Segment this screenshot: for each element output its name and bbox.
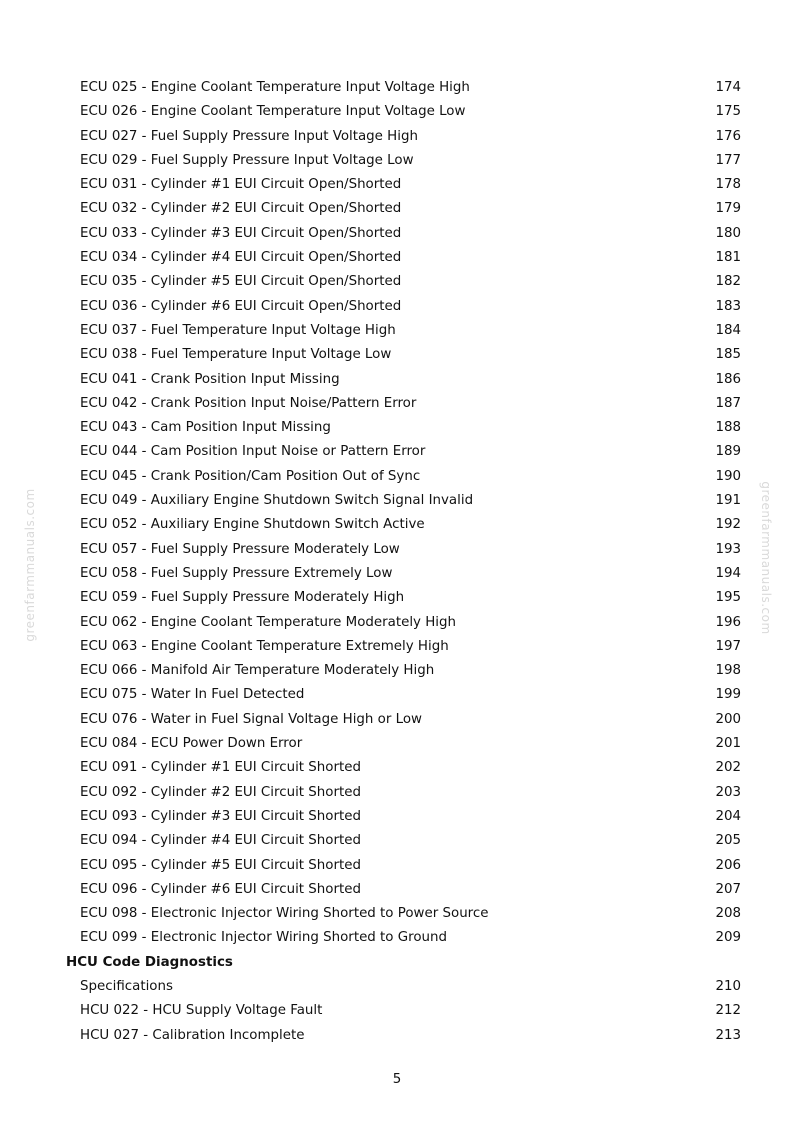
hcu-entries — [0, 975, 794, 1048]
watermark-right: greenfarmmanuals.com — [759, 481, 773, 635]
table-of-contents — [0, 76, 794, 1048]
entry-title: ECU 042 - Crank Position Input Noise/Pattern Error — [80, 395, 417, 411]
toc-entry[interactable] — [0, 659, 794, 683]
entry-title: ECU 098 - Electronic Injector Wiring Shorted to Power Source — [80, 906, 489, 922]
entry-title: ECU 066 - Manifold Air Temperature Moderately High — [80, 663, 435, 679]
entry-page-number: 210 — [715, 978, 741, 994]
entry-title: ECU 033 - Cylinder #3 EUI Circuit Open/Shorted — [80, 225, 402, 241]
entry-page-number: 206 — [715, 857, 741, 873]
toc-entry[interactable] — [0, 926, 794, 950]
toc-entry[interactable] — [0, 149, 794, 173]
entry-page-number: 203 — [715, 784, 741, 800]
toc-entry[interactable] — [0, 1024, 794, 1048]
toc-entry[interactable] — [0, 562, 794, 586]
entry-page-number: 197 — [715, 638, 741, 654]
page-number: 5 — [392, 1072, 402, 1087]
entry-page-number: 191 — [715, 493, 741, 509]
entry-page-number: 198 — [715, 663, 741, 679]
entry-page-number: 180 — [715, 225, 741, 241]
entry-title: ECU 037 - Fuel Temperature Input Voltage High — [80, 322, 396, 338]
entry-title: ECU 059 - Fuel Supply Pressure Moderately High — [80, 590, 405, 606]
entry-title: Specifications — [80, 978, 173, 994]
entry-page-number: 201 — [715, 736, 741, 752]
entry-title: ECU 035 - Cylinder #5 EUI Circuit Open/Shorted — [80, 274, 402, 290]
entry-title: ECU 049 - Auxiliary Engine Shutdown Switch Signal Invalid — [80, 493, 474, 509]
entry-page-number: 174 — [715, 80, 741, 95]
entry-title: ECU 025 - Engine Coolant Temperature Input Voltage High — [80, 80, 470, 95]
toc-entry[interactable] — [0, 999, 794, 1023]
entry-title: ECU 094 - Cylinder #4 EUI Circuit Shorted — [80, 833, 361, 849]
entry-page-number: 181 — [715, 250, 741, 266]
toc-entry[interactable] — [0, 270, 794, 294]
toc-entry[interactable] — [0, 902, 794, 926]
entry-title: ECU 038 - Fuel Temperature Input Voltage Low — [80, 347, 392, 363]
entry-page-number: 177 — [715, 152, 741, 168]
entry-page-number: 204 — [715, 808, 741, 824]
entry-page-number: 189 — [715, 444, 741, 460]
entry-page-number: 187 — [715, 395, 741, 411]
toc-entry[interactable] — [0, 829, 794, 853]
entry-title: ECU 045 - Crank Position/Cam Position Out of Sync — [80, 468, 421, 484]
toc-entry[interactable] — [0, 756, 794, 780]
ecu-entries — [0, 76, 794, 951]
entry-title: ECU 043 - Cam Position Input Missing — [80, 420, 331, 436]
section-heading-title: HCU Code Diagnostics — [66, 954, 233, 970]
entry-page-number: 195 — [715, 590, 741, 606]
entry-page-number: 186 — [715, 371, 741, 387]
entry-title: ECU 062 - Engine Coolant Temperature Moderately High — [80, 614, 457, 630]
entry-title: ECU 093 - Cylinder #3 EUI Circuit Shorted — [80, 808, 361, 824]
entry-title: ECU 096 - Cylinder #6 EUI Circuit Shorted — [80, 881, 361, 897]
entry-title: ECU 057 - Fuel Supply Pressure Moderately Low — [80, 541, 400, 557]
toc-entry[interactable] — [0, 222, 794, 246]
toc-entry[interactable] — [0, 683, 794, 707]
toc-entry[interactable] — [0, 538, 794, 562]
toc-entry[interactable] — [0, 343, 794, 367]
entry-title: ECU 063 - Engine Coolant Temperature Extremely High — [80, 638, 449, 654]
toc-entry[interactable] — [0, 611, 794, 635]
entry-page-number: 202 — [715, 760, 741, 776]
toc-entry[interactable] — [0, 805, 794, 829]
entry-page-number: 200 — [715, 711, 741, 727]
entry-title: ECU 041 - Crank Position Input Missing — [80, 371, 340, 387]
entry-page-number: 176 — [715, 128, 741, 144]
toc-entry[interactable] — [0, 295, 794, 319]
toc-entry[interactable] — [0, 319, 794, 343]
toc-entry[interactable] — [0, 392, 794, 416]
entry-title: ECU 058 - Fuel Supply Pressure Extremely Low — [80, 565, 393, 581]
entry-title: ECU 052 - Auxiliary Engine Shutdown Switch Active — [80, 517, 425, 533]
toc-section-heading[interactable] — [0, 951, 794, 975]
entry-page-number: 184 — [715, 322, 741, 338]
entry-page-number: 208 — [715, 906, 741, 922]
toc-entry[interactable] — [0, 173, 794, 197]
entry-page-number: 188 — [715, 420, 741, 436]
entry-title: ECU 031 - Cylinder #1 EUI Circuit Open/Shorted — [80, 177, 402, 193]
toc-entry[interactable] — [0, 440, 794, 464]
entry-title: ECU 091 - Cylinder #1 EUI Circuit Shorted — [80, 760, 361, 776]
entry-page-number: 182 — [715, 274, 741, 290]
entry-title: ECU 099 - Electronic Injector Wiring Shorted to Ground — [80, 930, 448, 946]
toc-entry[interactable] — [0, 489, 794, 513]
toc-entry[interactable] — [0, 708, 794, 732]
entry-page-number: 193 — [715, 541, 741, 557]
toc-entry[interactable] — [0, 635, 794, 659]
entry-title: ECU 032 - Cylinder #2 EUI Circuit Open/Shorted — [80, 201, 402, 217]
toc-entry[interactable] — [0, 513, 794, 537]
entry-title: ECU 026 - Engine Coolant Temperature Input Voltage Low — [80, 104, 466, 120]
entry-page-number: 175 — [715, 104, 741, 120]
entry-title: ECU 076 - Water in Fuel Signal Voltage High or Low — [80, 711, 422, 727]
entry-page-number: 190 — [715, 468, 741, 484]
entry-page-number: 192 — [715, 517, 741, 533]
entry-title: ECU 029 - Fuel Supply Pressure Input Voltage Low — [80, 152, 414, 168]
toc-entry[interactable] — [0, 878, 794, 902]
toc-entry[interactable] — [0, 854, 794, 878]
toc-entry[interactable] — [0, 125, 794, 149]
toc-entry[interactable] — [0, 732, 794, 756]
entry-page-number: 196 — [715, 614, 741, 630]
entry-page-number: 194 — [715, 565, 741, 581]
toc-entry[interactable] — [0, 197, 794, 221]
toc-entry[interactable] — [0, 465, 794, 489]
entry-page-number: 183 — [715, 298, 741, 314]
toc-entry[interactable] — [0, 246, 794, 270]
entry-title: ECU 095 - Cylinder #5 EUI Circuit Shorted — [80, 857, 361, 873]
entry-page-number: 179 — [715, 201, 741, 217]
toc-entry[interactable] — [0, 781, 794, 805]
entry-title: ECU 036 - Cylinder #6 EUI Circuit Open/Shorted — [80, 298, 402, 314]
toc-entry[interactable] — [0, 975, 794, 999]
toc-entry[interactable] — [0, 586, 794, 610]
entry-title: ECU 044 - Cam Position Input Noise or Pattern Error — [80, 444, 426, 460]
entry-page-number: 212 — [715, 1003, 741, 1019]
toc-entry[interactable] — [0, 100, 794, 124]
entry-page-number: 213 — [715, 1027, 741, 1043]
entry-page-number: 207 — [715, 881, 741, 897]
toc-entry[interactable] — [0, 368, 794, 392]
entry-title: ECU 092 - Cylinder #2 EUI Circuit Shorted — [80, 784, 361, 800]
entry-title: ECU 034 - Cylinder #4 EUI Circuit Open/Shorted — [80, 250, 402, 266]
toc-entry[interactable] — [0, 76, 794, 100]
toc-entry[interactable] — [0, 416, 794, 440]
entry-page-number: 199 — [715, 687, 741, 703]
entry-title: ECU 084 - ECU Power Down Error — [80, 736, 303, 752]
entry-title: HCU 022 - HCU Supply Voltage Fault — [80, 1003, 323, 1019]
entry-page-number: 209 — [715, 930, 741, 946]
entry-page-number: 178 — [715, 177, 741, 193]
entry-title: ECU 075 - Water In Fuel Detected — [80, 687, 305, 703]
entry-title: HCU 027 - Calibration Incomplete — [80, 1027, 305, 1043]
entry-title: ECU 027 - Fuel Supply Pressure Input Voltage High — [80, 128, 418, 144]
entry-page-number: 205 — [715, 833, 741, 849]
watermark-left: greenfarmmanuals.com — [23, 488, 37, 642]
entry-page-number: 185 — [715, 347, 741, 363]
